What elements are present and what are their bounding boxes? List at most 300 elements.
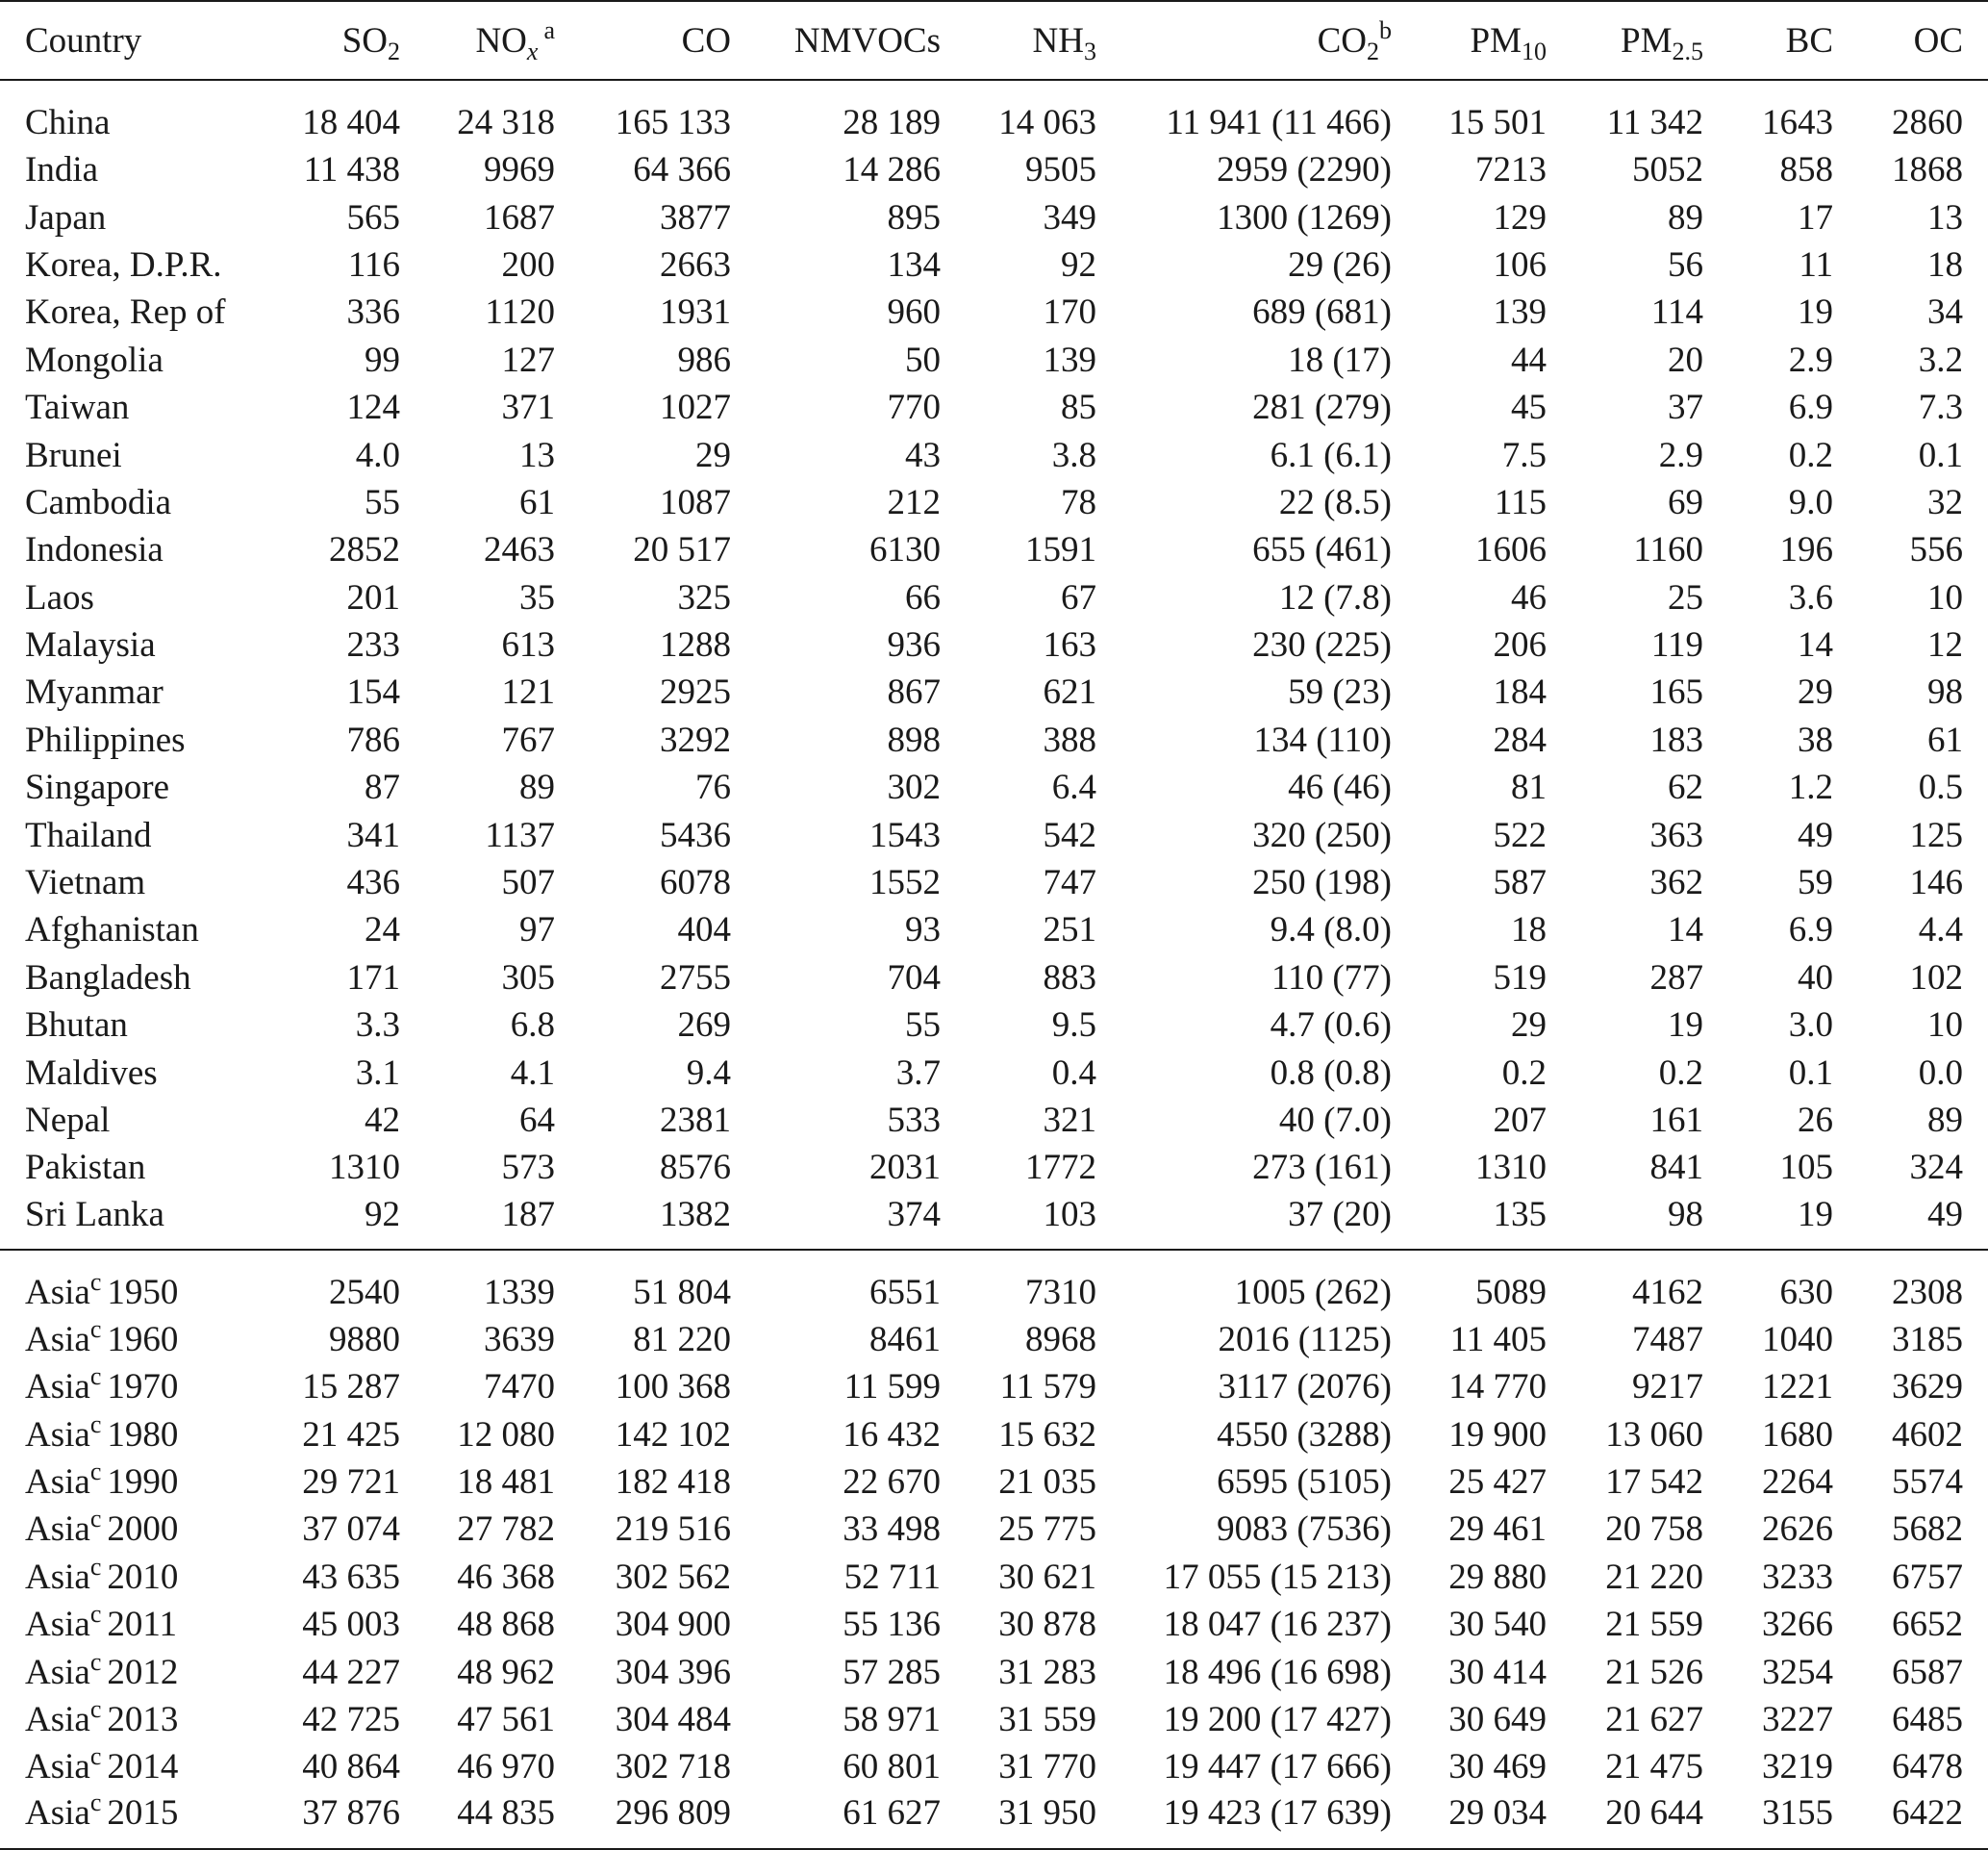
asia-label: Asia xyxy=(25,1557,90,1597)
asia-label: Asia xyxy=(25,1273,90,1313)
value-cell: 18 481 xyxy=(457,1461,555,1502)
value-cell: 98 xyxy=(1927,672,1963,713)
value-cell: 3117 (2076) xyxy=(1218,1367,1392,1407)
value-cell: 2031 xyxy=(869,1148,941,1188)
table-header xyxy=(0,1,1988,80)
header-pm10-sub: 10 xyxy=(1522,37,1547,65)
value-cell: 22 670 xyxy=(843,1461,941,1502)
value-cell: 18 404 xyxy=(302,102,400,142)
country-name-cell: Bangladesh xyxy=(25,957,191,998)
country-name-cell: Thailand xyxy=(25,815,152,855)
header-bc: BC xyxy=(1703,1,1833,80)
value-cell: 13 xyxy=(519,435,555,475)
value-cell: 15 501 xyxy=(1448,102,1547,142)
header-nox-sub: x xyxy=(526,37,539,65)
value-cell: 119 xyxy=(1650,625,1703,666)
value-cell: 170 xyxy=(1043,292,1096,333)
header-co2 xyxy=(1096,1,1392,80)
value-cell: 106 xyxy=(1493,244,1547,285)
table-row xyxy=(0,1001,1988,1049)
value-cell: 587 xyxy=(1493,863,1547,903)
value-cell: 1160 xyxy=(1633,530,1703,570)
value-cell: 388 xyxy=(1043,720,1096,760)
value-cell: 305 xyxy=(501,957,555,998)
value-cell: 374 xyxy=(887,1194,941,1234)
year-label: 1950 xyxy=(107,1273,179,1313)
value-cell: 85 xyxy=(1061,388,1096,428)
asia-label: Asia xyxy=(25,1605,90,1645)
value-cell: 1005 (262) xyxy=(1096,1250,1392,1316)
value-cell: 4602 xyxy=(1892,1414,1963,1455)
value-cell: 24 xyxy=(365,910,400,950)
header-nh3-base: NH xyxy=(1032,20,1084,61)
value-cell: 27 782 xyxy=(457,1509,555,1550)
value-cell: 507 xyxy=(501,863,555,903)
value-cell: 18 496 (16 698) xyxy=(1163,1652,1392,1692)
value-cell: 19 xyxy=(1798,292,1833,333)
value-cell: 1931 xyxy=(660,292,731,333)
value-cell: 6422 xyxy=(1833,1791,1988,1849)
value-cell: 40 (7.0) xyxy=(1278,1101,1392,1140)
value-cell: 30 540 xyxy=(1448,1605,1547,1645)
value-cell: 46 368 xyxy=(457,1557,555,1597)
country-name-cell: China xyxy=(25,102,111,142)
value-cell: 14 xyxy=(1798,625,1833,666)
table-row xyxy=(0,289,1988,336)
value-cell: 18 xyxy=(1927,244,1963,285)
value-cell: 1552 xyxy=(869,863,941,903)
value-cell: 1087 xyxy=(660,482,731,522)
value-cell: 287 xyxy=(1649,957,1703,998)
value-cell: 19 200 (17 427) xyxy=(1163,1699,1392,1739)
value-cell: 302 xyxy=(887,768,941,808)
value-cell: 66 xyxy=(905,577,941,618)
table-row xyxy=(0,526,1988,573)
value-cell: 60 801 xyxy=(843,1747,941,1787)
value-cell: 30 469 xyxy=(1448,1747,1547,1787)
value-cell: 9.4 (8.0) xyxy=(1270,910,1392,950)
value-cell: 6.9 xyxy=(1788,910,1833,950)
value-cell: 302 718 xyxy=(615,1747,731,1787)
header-so2-sub: 2 xyxy=(388,37,400,65)
table-row xyxy=(0,479,1988,526)
value-cell: 5574 xyxy=(1892,1461,1963,1502)
value-cell: 127 xyxy=(501,340,555,380)
value-cell: 48 868 xyxy=(457,1605,555,1645)
value-cell: 165 xyxy=(1649,672,1703,713)
value-cell: 10 xyxy=(1927,577,1963,618)
table-row xyxy=(0,384,1988,431)
header-pm25 xyxy=(1547,1,1703,80)
value-cell: 9083 (7536) xyxy=(1217,1509,1392,1550)
table-row xyxy=(0,1458,1988,1506)
value-cell: 704 xyxy=(887,957,941,998)
header-pm10-base: PM xyxy=(1470,20,1522,61)
value-cell: 3254 xyxy=(1762,1652,1833,1692)
value-cell: 2.9 xyxy=(1788,340,1833,380)
country-name-cell: Singapore xyxy=(25,768,170,808)
year-label: 2000 xyxy=(107,1509,179,1550)
value-cell: 336 xyxy=(346,292,400,333)
value-cell: 3227 xyxy=(1762,1699,1833,1739)
asia-year-cell xyxy=(0,1250,280,1316)
value-cell: 3.3 xyxy=(355,1005,400,1046)
value-cell: 1027 xyxy=(660,388,731,428)
asia-year-cell xyxy=(0,1787,280,1849)
value-cell: 200 xyxy=(501,244,555,285)
country-name-cell: Japan xyxy=(25,197,107,238)
asia-footnote-mark: c xyxy=(89,1362,102,1391)
asia-label: Asia xyxy=(25,1319,90,1359)
value-cell: 362 xyxy=(1649,863,1703,903)
value-cell: 436 xyxy=(346,863,400,903)
asia-year-cell xyxy=(0,1554,280,1601)
value-cell: 17 055 (15 213) xyxy=(1163,1557,1392,1597)
header-oc: OC xyxy=(1833,1,1988,80)
value-cell: 6485 xyxy=(1892,1699,1963,1739)
value-cell: 324 xyxy=(1909,1148,1963,1188)
value-cell: 786 xyxy=(346,720,400,760)
value-cell: 7213 xyxy=(1475,150,1547,190)
value-cell: 29 880 xyxy=(1448,1557,1547,1597)
value-cell: 29 034 xyxy=(1392,1791,1547,1849)
value-cell: 154 xyxy=(346,672,400,713)
header-so2 xyxy=(280,1,400,80)
year-label: 1970 xyxy=(107,1367,179,1407)
value-cell: 134 xyxy=(887,244,941,285)
value-cell: 183 xyxy=(1649,720,1703,760)
asia-label: Asia xyxy=(25,1747,90,1787)
value-cell: 20 644 xyxy=(1547,1791,1703,1849)
value-cell: 522 xyxy=(1493,815,1547,855)
value-cell: 269 xyxy=(677,1005,731,1046)
value-cell: 1643 xyxy=(1762,102,1833,142)
asia-label: Asia xyxy=(25,1461,90,1502)
value-cell: 29 721 xyxy=(302,1461,400,1502)
value-cell: 61 627 xyxy=(731,1791,941,1849)
value-cell: 121 xyxy=(501,672,555,713)
value-cell: 11 342 xyxy=(1606,102,1703,142)
value-cell: 98 xyxy=(1668,1194,1703,1234)
year-label: 1990 xyxy=(107,1461,179,1502)
value-cell: 139 xyxy=(1043,340,1096,380)
value-cell: 6595 (5105) xyxy=(1217,1461,1392,1502)
value-cell: 1221 xyxy=(1762,1367,1833,1407)
table-row xyxy=(0,954,1988,1001)
value-cell: 34 xyxy=(1927,292,1963,333)
value-cell: 55 xyxy=(905,1005,941,1046)
value-cell: 19 423 (17 639) xyxy=(1096,1791,1392,1849)
value-cell: 25 xyxy=(1668,577,1703,618)
table-row xyxy=(0,1049,1988,1096)
value-cell: 1591 xyxy=(1025,530,1096,570)
value-cell: 19 xyxy=(1668,1005,1703,1046)
asia-label: Asia xyxy=(25,1792,90,1833)
country-name-cell: Cambodia xyxy=(25,482,172,522)
header-pm10 xyxy=(1392,1,1547,80)
table-row xyxy=(0,1144,1988,1191)
asia-year-cell xyxy=(0,1458,280,1506)
value-cell: 43 635 xyxy=(302,1557,400,1597)
country-name-cell: Myanmar xyxy=(25,672,164,713)
header-pm25-sub: 2.5 xyxy=(1672,37,1703,65)
table-row xyxy=(0,1648,1988,1695)
value-cell: 30 621 xyxy=(998,1557,1096,1597)
value-cell: 115 xyxy=(1494,482,1547,522)
value-cell: 42 xyxy=(365,1101,400,1140)
value-cell: 6.9 xyxy=(1788,388,1833,428)
value-cell: 206 xyxy=(1493,625,1547,666)
table-row xyxy=(0,1192,1988,1250)
value-cell: 3155 xyxy=(1703,1791,1833,1849)
value-cell: 2925 xyxy=(660,672,731,713)
value-cell: 40 864 xyxy=(302,1747,400,1787)
value-cell: 533 xyxy=(887,1101,941,1140)
header-nh3-sub: 3 xyxy=(1084,37,1096,65)
asia-year-cell xyxy=(0,1743,280,1790)
value-cell: 0.5 xyxy=(1918,768,1963,808)
value-cell: 3.8 xyxy=(1051,435,1096,475)
value-cell: 17 xyxy=(1798,197,1833,238)
value-cell: 858 xyxy=(1779,150,1833,190)
value-cell: 37 074 xyxy=(302,1509,400,1550)
table-row xyxy=(0,906,1988,953)
value-cell: 4.1 xyxy=(510,1052,555,1093)
value-cell: 56 xyxy=(1668,244,1703,285)
value-cell: 1868 xyxy=(1892,150,1963,190)
value-cell: 29 xyxy=(1511,1005,1547,1046)
value-cell: 37 xyxy=(1668,388,1703,428)
value-cell: 13 060 xyxy=(1605,1414,1703,1455)
value-cell: 7310 xyxy=(941,1250,1096,1316)
value-cell: 7.3 xyxy=(1918,388,1963,428)
country-name-cell: Nepal xyxy=(25,1101,111,1140)
asia-label: Asia xyxy=(25,1367,90,1407)
value-cell: 25 427 xyxy=(1448,1461,1547,1502)
value-cell: 7.5 xyxy=(1501,435,1547,475)
value-cell: 5682 xyxy=(1892,1509,1963,1550)
value-cell: 69 xyxy=(1668,482,1703,522)
table-row xyxy=(0,337,1988,384)
value-cell: 4162 xyxy=(1547,1250,1703,1316)
value-cell: 62 xyxy=(1668,768,1703,808)
value-cell: 22 (8.5) xyxy=(1278,482,1392,522)
value-cell: 0.2 xyxy=(1658,1052,1703,1093)
value-cell: 9969 xyxy=(484,150,555,190)
value-cell: 37 876 xyxy=(280,1791,400,1849)
table-row xyxy=(0,859,1988,906)
value-cell: 142 102 xyxy=(615,1414,731,1455)
value-cell: 187 xyxy=(501,1194,555,1234)
value-cell: 89 xyxy=(1927,1101,1963,1140)
value-cell: 0.1 xyxy=(1918,435,1963,475)
value-cell: 281 (279) xyxy=(1252,388,1392,428)
value-cell: 689 (681) xyxy=(1252,292,1392,333)
asia-label: Asia xyxy=(25,1509,90,1550)
value-cell: 11 579 xyxy=(999,1367,1096,1407)
value-cell: 4.7 (0.6) xyxy=(1270,1005,1392,1046)
value-cell: 28 189 xyxy=(843,102,941,142)
value-cell: 302 562 xyxy=(615,1557,731,1597)
value-cell: 11 405 xyxy=(1449,1319,1547,1359)
value-cell: 8461 xyxy=(869,1319,941,1359)
value-cell: 44 xyxy=(1511,340,1547,380)
value-cell: 31 559 xyxy=(998,1699,1096,1739)
country-name-cell: Maldives xyxy=(25,1052,158,1093)
value-cell: 883 xyxy=(1043,957,1096,998)
value-cell: 6130 xyxy=(869,530,941,570)
value-cell: 9.0 xyxy=(1788,482,1833,522)
value-cell: 2663 xyxy=(660,244,731,285)
value-cell: 2755 xyxy=(660,957,731,998)
value-cell: 11 438 xyxy=(303,150,400,190)
value-cell: 29 461 xyxy=(1448,1509,1547,1550)
value-cell: 1382 xyxy=(660,1194,731,1234)
value-cell: 0.1 xyxy=(1788,1052,1833,1093)
value-cell: 2626 xyxy=(1762,1509,1833,1550)
value-cell: 3.2 xyxy=(1918,340,1963,380)
table-row xyxy=(0,1316,1988,1363)
value-cell: 64 xyxy=(519,1101,555,1140)
value-cell: 165 133 xyxy=(615,102,731,142)
table-row xyxy=(0,146,1988,193)
value-cell: 55 xyxy=(365,482,400,522)
value-cell: 92 xyxy=(1061,244,1096,285)
value-cell: 18 047 (16 237) xyxy=(1163,1605,1392,1645)
value-cell: 1606 xyxy=(1475,530,1547,570)
asia-footnote-mark: c xyxy=(89,1552,102,1581)
value-cell: 960 xyxy=(887,292,941,333)
value-cell: 55 136 xyxy=(843,1605,941,1645)
value-cell: 404 xyxy=(677,910,731,950)
value-cell: 747 xyxy=(1043,863,1096,903)
asia-label: Asia xyxy=(25,1414,90,1455)
value-cell: 1300 (1269) xyxy=(1217,197,1392,238)
value-cell: 320 (250) xyxy=(1252,815,1392,855)
value-cell: 6757 xyxy=(1892,1557,1963,1597)
value-cell: 21 220 xyxy=(1605,1557,1703,1597)
table-row xyxy=(0,1097,1988,1144)
value-cell: 134 (110) xyxy=(1253,720,1392,760)
year-label: 2015 xyxy=(107,1792,179,1833)
value-cell: 1543 xyxy=(869,815,941,855)
value-cell: 936 xyxy=(887,625,941,666)
header-nox-sup: a xyxy=(543,15,555,44)
value-cell: 33 498 xyxy=(843,1509,941,1550)
country-name-cell: Korea, D.P.R. xyxy=(25,244,222,285)
value-cell: 573 xyxy=(501,1148,555,1188)
value-cell: 196 xyxy=(1779,530,1833,570)
header-nox xyxy=(400,1,555,80)
value-cell: 13 xyxy=(1927,197,1963,238)
value-cell: 325 xyxy=(677,577,731,618)
value-cell: 7470 xyxy=(484,1367,555,1407)
value-cell: 867 xyxy=(887,672,941,713)
value-cell: 26 xyxy=(1798,1101,1833,1140)
value-cell: 25 775 xyxy=(998,1509,1096,1550)
table-row xyxy=(0,621,1988,669)
asia-footnote-mark: c xyxy=(89,1600,102,1629)
value-cell: 17 542 xyxy=(1605,1461,1703,1502)
country-name-cell: Malaysia xyxy=(25,625,156,666)
value-cell: 363 xyxy=(1649,815,1703,855)
value-cell: 1.2 xyxy=(1788,768,1833,808)
value-cell: 219 516 xyxy=(615,1509,731,1550)
value-cell: 129 xyxy=(1493,197,1547,238)
asia-footnote-mark: c xyxy=(89,1505,102,1533)
header-co2-sup: b xyxy=(1379,15,1392,44)
value-cell: 21 627 xyxy=(1605,1699,1703,1739)
value-cell: 895 xyxy=(887,197,941,238)
value-cell: 0.0 xyxy=(1918,1052,1963,1093)
value-cell: 3.6 xyxy=(1788,577,1833,618)
asia-footnote-mark: c xyxy=(89,1268,102,1297)
country-name-cell: Korea, Rep of xyxy=(25,292,226,333)
value-cell: 31 770 xyxy=(998,1747,1096,1787)
value-cell: 1310 xyxy=(329,1148,400,1188)
value-cell: 184 xyxy=(1493,672,1547,713)
value-cell: 37 (20) xyxy=(1288,1194,1392,1234)
value-cell: 31 283 xyxy=(998,1652,1096,1692)
table-row xyxy=(0,1743,1988,1790)
value-cell: 59 (23) xyxy=(1288,672,1392,713)
value-cell: 0.2 xyxy=(1501,1052,1547,1093)
value-cell: 100 368 xyxy=(615,1367,731,1407)
value-cell: 3629 xyxy=(1892,1367,1963,1407)
value-cell: 24 318 xyxy=(457,102,555,142)
country-rows xyxy=(0,80,1988,1250)
value-cell: 42 725 xyxy=(302,1699,400,1739)
value-cell: 19 900 xyxy=(1448,1414,1547,1455)
value-cell: 9.4 xyxy=(686,1052,731,1093)
value-cell: 6078 xyxy=(660,863,731,903)
value-cell: 11 941 (11 466) xyxy=(1166,102,1392,142)
value-cell: 304 484 xyxy=(615,1699,731,1739)
value-cell: 105 xyxy=(1779,1148,1833,1188)
table-row xyxy=(0,717,1988,764)
value-cell: 341 xyxy=(346,815,400,855)
value-cell: 163 xyxy=(1043,625,1096,666)
value-cell: 19 xyxy=(1798,1194,1833,1234)
value-cell: 114 xyxy=(1650,292,1703,333)
value-cell: 371 xyxy=(501,388,555,428)
year-label: 2012 xyxy=(107,1652,179,1692)
value-cell: 89 xyxy=(1668,197,1703,238)
value-cell: 14 xyxy=(1668,910,1703,950)
table-row xyxy=(0,1554,1988,1601)
value-cell: 1680 xyxy=(1762,1414,1833,1455)
value-cell: 1772 xyxy=(1025,1148,1096,1188)
value-cell: 986 xyxy=(677,340,731,380)
value-cell: 30 878 xyxy=(998,1605,1096,1645)
value-cell: 1040 xyxy=(1762,1319,1833,1359)
value-cell: 44 835 xyxy=(400,1791,555,1849)
value-cell: 29 xyxy=(695,435,731,475)
value-cell: 5089 xyxy=(1392,1250,1547,1316)
year-label: 1960 xyxy=(107,1319,179,1359)
asia-footnote-mark: c xyxy=(89,1787,102,1816)
value-cell: 2.9 xyxy=(1658,435,1703,475)
asia-label: Asia xyxy=(25,1699,90,1739)
value-cell: 103 xyxy=(1043,1194,1096,1234)
value-cell: 2381 xyxy=(660,1101,731,1140)
value-cell: 46 970 xyxy=(457,1747,555,1787)
value-cell: 4.0 xyxy=(355,435,400,475)
header-row xyxy=(0,1,1988,80)
value-cell: 770 xyxy=(887,388,941,428)
value-cell: 32 xyxy=(1927,482,1963,522)
value-cell: 35 xyxy=(519,577,555,618)
